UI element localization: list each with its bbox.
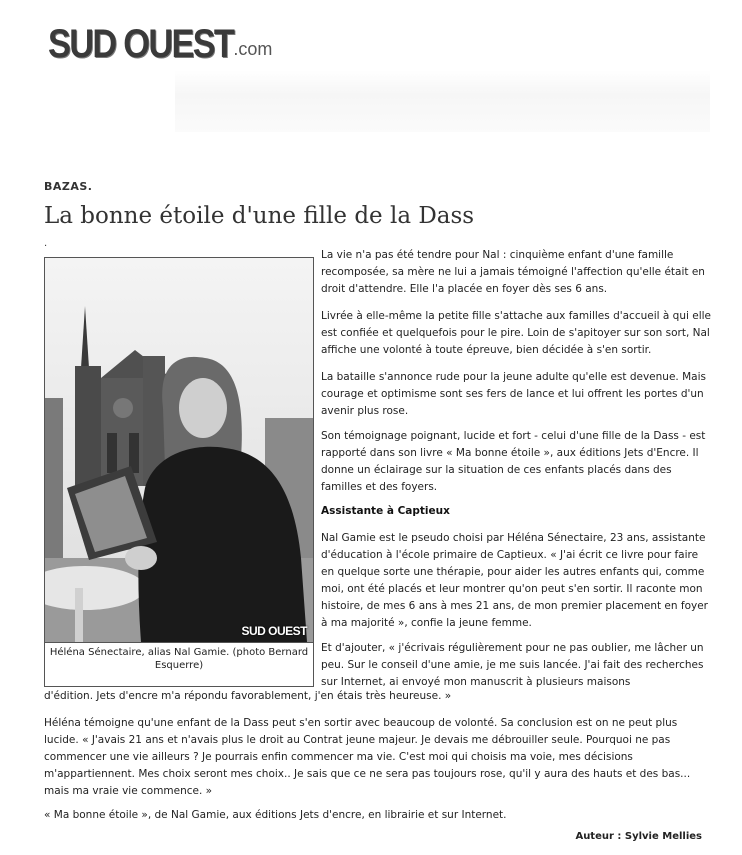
paragraph-3: La bataille s'annonce rude pour la jeune adulte qu'elle est devenue. Mais courage et optimisme sont ses fers de lance et lui offrent les portes d'un avenir plus rose.	[321, 371, 706, 417]
paragraph-4: Son témoignage poignant, lucide et fort - celui d'une fille de la Dass - est rapporté dans son livre « Ma bonne étoile », aux éditions Jets d'Encre. Il donne un éclairage sur la situation de ces enfants placés dans des familles et des foyers.	[321, 430, 706, 493]
paragraph-2: Livrée à elle-même la petite fille s'attache aux familles d'accueil à qui elle est confiée et quelquefois pour le pire. Loin de s'apitoyer sur son sort, Nal affiche une volonté à toute épreuve, bien décidée à s'en sortir.	[321, 310, 711, 356]
article-photo	[44, 257, 314, 643]
site-logo[interactable]	[48, 18, 272, 64]
banner-placeholder	[175, 70, 710, 132]
subheading: Assistante à Captieux	[321, 505, 450, 517]
book-reference: « Ma bonne étoile », de Nal Gamie, aux éditions Jets d'encre, en librairie et sur Internet.	[44, 809, 507, 821]
photo-caption: Héléna Sénectaire, alias Nal Gamie. (photo Bernard Esquerre)	[44, 643, 314, 687]
photo-watermark: SUD OUEST	[241, 624, 307, 638]
paragraph-6: Et d'ajouter, « j'écrivais régulièrement pour ne pas oublier, me lâcher un peu. Sur le conseil d'une amie, je me suis lancée. J'ai fait des recherches sur Internet, ai envoyé mon manuscrit à plusieurs maisons	[321, 642, 704, 688]
paragraph-1: La vie n'a pas été tendre pour Nal : cinquième enfant d'une famille recomposée, sa mère ne lui a jamais témoigné l'affection qu'elle était en droit d'attendre. Elle l'a placée en foyer dès ses 6 ans.	[321, 249, 705, 295]
paragraph-6-continued: d'édition. Jets d'encre m'a répondu favorablement, j'en étais très heureuse. »	[44, 690, 452, 702]
article-author: Auteur : Sylvie Mellies	[575, 831, 702, 842]
paragraph-7: Héléna témoigne qu'une enfant de la Dass peut s'en sortir avec beaucoup de volonté. Sa conclusion est on ne peut plus lucide. « J'avais 21 ans et n'avais plus le droit au Contrat jeune majeur. Je devais me débrouiller seule. Pourquoi ne pas commencer une vie ailleurs ? Je pourrais enfin commencer ma vie. C'est moi qui choisis ma voie, mes décisions m'appartiennent. Mes choix seront mes choix.. Je sais que ce ne sera pas toujours rose, qu'il y aura des hauts et des bas... mais ma vraie vie commence. »	[44, 717, 691, 797]
paragraph-5: Nal Gamie est le pseudo choisi par Héléna Sénectaire, 23 ans, assistante d'éducation à l'école primaire de Captieux. « J'ai écrit ce livre pour faire en quelque sorte une thérapie, pour aider les autres enfants qui, comme moi, ont été placés et leur montrer qu'on peut s'en sortir. Il raconte mon histoire, de mes 6 ans à mes 21 ans, de mon premier placement en foyer à ma majorité », confie la jeune femme.	[321, 532, 708, 629]
section-label: BAZAS.	[44, 180, 93, 193]
photo-illustration	[45, 258, 313, 642]
logo-wordmark: SUD OUEST	[48, 22, 234, 66]
bullet-dot: .	[44, 238, 48, 249]
logo-domain-suffix: .com	[233, 39, 273, 59]
article-headline: La bonne étoile d'une fille de la Dass	[44, 203, 475, 229]
